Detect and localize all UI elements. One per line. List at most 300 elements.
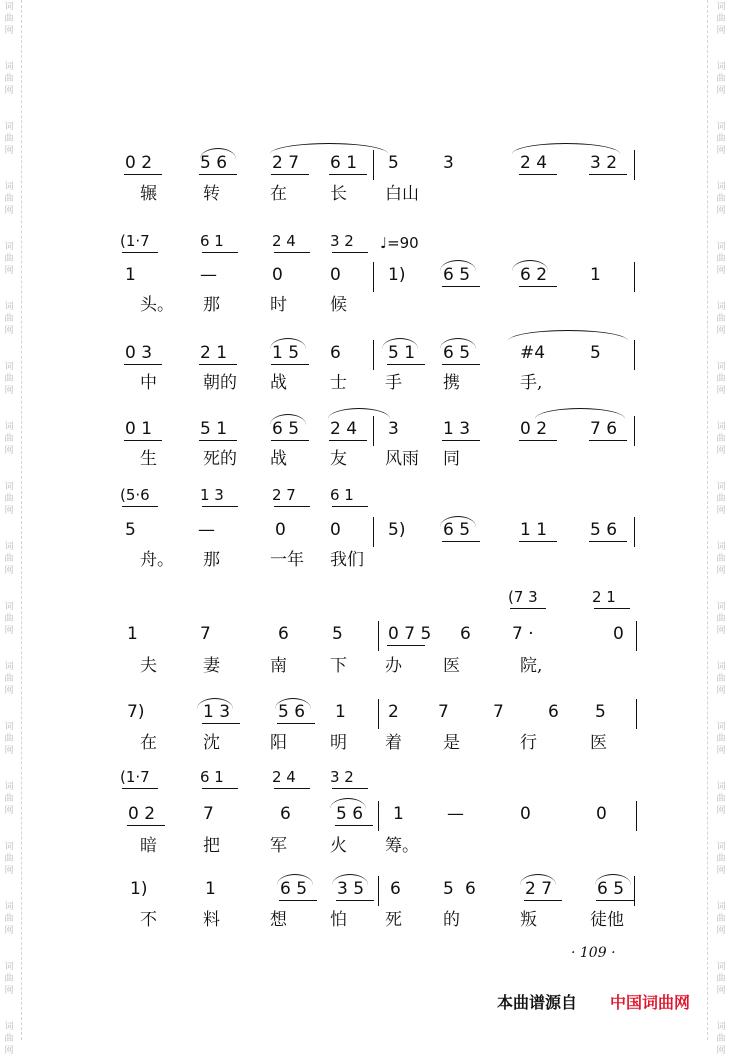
watermark-char: 曲 <box>716 974 726 984</box>
slur-15 <box>330 798 366 809</box>
note-6-1: 1 3 <box>203 702 231 722</box>
barline-1-1 <box>634 262 635 292</box>
beam-3-5 <box>442 440 480 441</box>
note-0-4: 5 <box>388 153 399 173</box>
watermark-char: 词 <box>4 662 14 672</box>
intro-beam-1-2 <box>274 252 310 253</box>
watermark-char: 网 <box>4 686 14 696</box>
tempo-mark: ♩=90 <box>380 234 419 252</box>
lyric-2-3: 士 <box>330 373 347 393</box>
watermark-char: 词 <box>716 542 726 552</box>
note-4-6: 1 1 <box>520 520 548 540</box>
note-0-6: 2 4 <box>520 153 548 173</box>
note-5-6: 7 · <box>512 624 534 644</box>
barline-4-1 <box>634 517 635 547</box>
note-0-3: 6 1 <box>330 153 358 173</box>
slur-10 <box>328 408 390 419</box>
lyric-4-3: 我们 <box>330 550 364 570</box>
beam-2-2 <box>271 364 309 365</box>
note-5-5: 6 <box>460 624 471 644</box>
lyric-8-4: 死 <box>385 910 402 930</box>
watermark-char: 网 <box>716 386 726 396</box>
watermark-char: 网 <box>716 26 726 36</box>
note-3-2: 6 5 <box>272 419 300 439</box>
watermark-char: 网 <box>4 986 14 996</box>
footer-site-name: 中国词曲网 <box>610 993 691 1012</box>
watermark-char: 网 <box>716 986 726 996</box>
barline-3-0 <box>373 416 374 446</box>
lyric-1-0: 头。 <box>140 295 174 315</box>
lyric-6-5: 是 <box>443 733 460 753</box>
note-8-8: 6 5 <box>597 879 625 899</box>
watermark-char: 曲 <box>716 374 726 384</box>
lyric-3-2: 战 <box>270 449 287 469</box>
slur-18 <box>520 874 556 885</box>
watermark-char: 曲 <box>4 74 14 84</box>
note-2-2: 1 5 <box>272 343 300 363</box>
note-4-2: 0 <box>275 520 286 540</box>
lyric-0-2: 在 <box>270 184 287 204</box>
barline-7-0 <box>378 801 379 831</box>
watermark-char: 网 <box>4 806 14 816</box>
watermark-char: 词 <box>4 842 14 852</box>
watermark-char: 曲 <box>4 614 14 624</box>
note-0-0: 0 2 <box>125 153 153 173</box>
slur-1 <box>270 143 388 154</box>
lyric-0-0: 辗 <box>140 184 157 204</box>
barline-0-0 <box>373 150 374 180</box>
barline-8-0 <box>378 876 379 906</box>
slur-17 <box>332 874 368 885</box>
barline-3-1 <box>634 416 635 446</box>
watermark-char: 网 <box>716 206 726 216</box>
note-3-7: 7 6 <box>590 419 618 439</box>
intro-beam-7-3 <box>332 788 368 789</box>
watermark-char: 词 <box>4 722 14 732</box>
slur-13 <box>197 698 233 709</box>
note-1-5: 6 5 <box>443 265 471 285</box>
intro-7-3: 3 2 <box>330 768 354 786</box>
note-7-2: 6 <box>280 804 291 824</box>
watermark-char: 网 <box>716 86 726 96</box>
slur-4 <box>512 260 548 271</box>
watermark-char: 曲 <box>4 914 14 924</box>
slur-12 <box>440 516 476 527</box>
watermark-char: 词 <box>716 662 726 672</box>
watermark-char: 网 <box>4 506 14 516</box>
lyric-3-4: 风雨 <box>385 449 419 469</box>
barline-2-0 <box>373 340 374 370</box>
watermark-char: 曲 <box>716 734 726 744</box>
intro-4-2: 2 7 <box>272 486 296 504</box>
watermark-char: 网 <box>4 266 14 276</box>
barline-5-0 <box>378 621 379 651</box>
slur-16 <box>277 874 313 885</box>
watermark-char: 曲 <box>4 554 14 564</box>
note-3-6: 0 2 <box>520 419 548 439</box>
watermark-char: 曲 <box>716 674 726 684</box>
note-0-5: 3 <box>443 153 454 173</box>
watermark-char: 词 <box>4 62 14 72</box>
note-6-3: 1 <box>335 702 346 722</box>
note-3-5: 1 3 <box>443 419 471 439</box>
watermark-char: 曲 <box>4 974 14 984</box>
note-0-1: 5 6 <box>200 153 228 173</box>
note-1-2: 0 <box>272 265 283 285</box>
watermark-char: 词 <box>4 362 14 372</box>
intro-beam-4-0 <box>122 506 158 507</box>
beam-2-1 <box>199 364 237 365</box>
note-2-3: 6 <box>330 343 341 363</box>
beam-4-7 <box>589 541 627 542</box>
lyric-1-3: 候 <box>330 295 347 315</box>
beam-4-6 <box>519 541 557 542</box>
note-4-1: — <box>198 520 215 540</box>
watermark-char: 词 <box>4 602 14 612</box>
watermark-char: 网 <box>4 146 14 156</box>
slur-9 <box>270 414 306 425</box>
watermark-char: 词 <box>4 542 14 552</box>
watermark-char: 网 <box>716 926 726 936</box>
lyric-2-0: 中 <box>140 373 157 393</box>
watermark-char: 曲 <box>716 14 726 24</box>
barline-8-1 <box>634 876 635 906</box>
intro-7-1: 6 1 <box>200 768 224 786</box>
intro-beam-7-2 <box>274 788 310 789</box>
watermark-char: 网 <box>4 566 14 576</box>
note-1-0: 1 <box>125 265 136 285</box>
note-1-3: 0 <box>330 265 341 285</box>
barline-7-1 <box>636 801 637 831</box>
intro-beam-4-2 <box>274 506 310 507</box>
footer-source-label: 本曲谱源自 <box>497 993 578 1012</box>
watermark-char: 网 <box>716 146 726 156</box>
lyric-5-1: 妻 <box>203 656 220 676</box>
intro-beam-1-1 <box>202 252 238 253</box>
lyric-7-2: 军 <box>270 836 287 856</box>
beam-2-0 <box>124 364 162 365</box>
lyric-4-0: 舟。 <box>140 550 174 570</box>
lyric-6-6: 行 <box>520 733 537 753</box>
note-2-5: 6 5 <box>443 343 471 363</box>
watermark-char: 曲 <box>4 374 14 384</box>
note-5-7: 0 <box>613 624 624 644</box>
lyric-5-2: 南 <box>270 656 287 676</box>
watermark-char: 词 <box>716 482 726 492</box>
watermark-char: 曲 <box>716 434 726 444</box>
intro-4-1: 1 3 <box>200 486 224 504</box>
lyric-3-5: 同 <box>443 449 460 469</box>
note-4-7: 5 6 <box>590 520 618 540</box>
barline-6-1 <box>636 699 637 729</box>
watermark-char: 曲 <box>716 614 726 624</box>
slur-6 <box>382 338 418 349</box>
note-4-5: 6 5 <box>443 520 471 540</box>
note-2-6: #4 <box>520 343 546 363</box>
watermark-char: 词 <box>716 842 726 852</box>
watermark-char: 词 <box>716 722 726 732</box>
beam-7-0 <box>127 825 165 826</box>
watermark-char: 曲 <box>4 854 14 864</box>
note-3-3: 2 4 <box>330 419 358 439</box>
note-5-4: 0 7 5 <box>388 624 432 644</box>
beam-3-6 <box>519 440 557 441</box>
note-5-0: 1 <box>127 624 138 644</box>
watermark-char: 网 <box>4 86 14 96</box>
watermark-char: 词 <box>716 362 726 372</box>
lyric-7-3: 火 <box>330 836 347 856</box>
beam-5-4 <box>387 645 425 646</box>
note-6-0: 7) <box>127 702 145 722</box>
beam-8-3 <box>336 900 374 901</box>
note-8-0: 1) <box>130 879 148 899</box>
lyric-7-0: 暗 <box>140 836 157 856</box>
watermark-char: 词 <box>4 1022 14 1032</box>
barline-4-0 <box>373 517 374 547</box>
slur-3 <box>440 260 476 271</box>
lyric-3-0: 生 <box>140 449 157 469</box>
watermark-char: 曲 <box>4 674 14 684</box>
slur-8 <box>508 330 628 341</box>
lyric-4-2: 一年 <box>270 550 304 570</box>
note-1-6: 6 2 <box>520 265 548 285</box>
watermark-char: 词 <box>716 182 726 192</box>
note-3-0: 0 1 <box>125 419 153 439</box>
beam-8-7 <box>524 900 562 901</box>
watermark-char: 词 <box>4 482 14 492</box>
note-3-4: 3 <box>388 419 399 439</box>
note-6-4: 2 <box>388 702 399 722</box>
beam-0-0 <box>124 174 162 175</box>
watermark-char: 词 <box>4 422 14 432</box>
lyric-3-1: 死的 <box>203 449 237 469</box>
lyric-0-4: 白山 <box>385 184 419 204</box>
watermark-char: 词 <box>4 242 14 252</box>
lyric-5-6: 院, <box>520 656 543 676</box>
intro-beam-4-1 <box>202 506 238 507</box>
watermark-char: 词 <box>716 782 726 792</box>
lyric-8-0: 不 <box>140 910 157 930</box>
lyric-2-6: 手, <box>520 373 543 393</box>
note-4-3: 0 <box>330 520 341 540</box>
beam-0-6 <box>519 174 557 175</box>
slur-5 <box>270 338 306 349</box>
lyric-8-7: 徒他 <box>590 910 624 930</box>
watermark-char: 词 <box>4 962 14 972</box>
intro-beam-5-1 <box>594 608 630 609</box>
watermark-char: 网 <box>4 326 14 336</box>
watermark-char: 词 <box>4 782 14 792</box>
barline-0-1 <box>634 150 635 180</box>
lyric-1-1: 那 <box>203 295 220 315</box>
lyric-2-4: 手 <box>385 373 402 393</box>
barline-6-0 <box>378 699 379 729</box>
intro-beam-4-3 <box>332 506 368 507</box>
watermark-char: 词 <box>716 422 726 432</box>
note-0-2: 2 7 <box>272 153 300 173</box>
note-4-0: 5 <box>125 520 136 540</box>
watermark-char: 网 <box>716 1046 726 1056</box>
lyric-7-1: 把 <box>203 836 220 856</box>
watermark-char: 网 <box>716 626 726 636</box>
intro-beam-1-3 <box>332 252 368 253</box>
watermark-char: 曲 <box>4 434 14 444</box>
note-1-4: 1) <box>388 265 406 285</box>
lyric-2-5: 携 <box>443 373 460 393</box>
watermark-char: 词 <box>4 902 14 912</box>
watermark-char: 词 <box>4 2 14 12</box>
note-2-0: 0 3 <box>125 343 153 363</box>
lyric-2-1: 朝的 <box>203 373 237 393</box>
note-0-7: 3 2 <box>590 153 618 173</box>
watermark-char: 词 <box>716 62 726 72</box>
watermark-char: 曲 <box>4 494 14 504</box>
intro-4-3: 6 1 <box>330 486 354 504</box>
intro-beam-5-0 <box>510 608 546 609</box>
lyric-2-2: 战 <box>270 373 287 393</box>
watermark-char: 曲 <box>4 254 14 264</box>
watermark-char: 词 <box>716 602 726 612</box>
lyric-6-1: 沈 <box>203 733 220 753</box>
lyric-4-1: 那 <box>203 550 220 570</box>
intro-beam-7-1 <box>202 788 238 789</box>
note-6-6: 7 <box>493 702 504 722</box>
watermark-char: 曲 <box>716 194 726 204</box>
watermark-char: 网 <box>4 26 14 36</box>
lyric-6-2: 阳 <box>270 733 287 753</box>
slur-0 <box>200 148 236 159</box>
lyric-6-0: 在 <box>140 733 157 753</box>
beam-4-5 <box>442 541 480 542</box>
watermark-char: 曲 <box>4 314 14 324</box>
intro-5-0: (7 3 <box>508 588 538 606</box>
lyric-8-2: 想 <box>270 910 287 930</box>
beam-1-6 <box>519 286 557 287</box>
note-7-1: 7 <box>203 804 214 824</box>
slur-19 <box>595 874 631 885</box>
watermark-char: 词 <box>716 122 726 132</box>
intro-beam-7-0 <box>122 788 158 789</box>
watermark-char: 网 <box>716 566 726 576</box>
lyric-5-3: 下 <box>330 656 347 676</box>
slur-2 <box>512 143 620 154</box>
slur-11 <box>535 408 625 419</box>
watermark-char: 词 <box>716 302 726 312</box>
intro-1-2: 2 4 <box>272 232 296 250</box>
watermark-char: 网 <box>716 746 726 756</box>
intro-beam-1-0 <box>122 252 158 253</box>
watermark-char: 网 <box>4 866 14 876</box>
lyric-6-7: 医 <box>590 733 607 753</box>
slur-14 <box>275 698 311 709</box>
watermark-char: 网 <box>4 626 14 636</box>
note-6-5: 7 <box>438 702 449 722</box>
beam-6-2 <box>277 723 315 724</box>
beam-1-5 <box>442 286 480 287</box>
beam-0-1 <box>199 174 237 175</box>
note-5-3: 5 <box>332 624 343 644</box>
note-5-2: 6 <box>278 624 289 644</box>
intro-4-0: (5·6 <box>120 486 150 504</box>
barline-1-0 <box>373 262 374 292</box>
note-6-7: 6 <box>548 702 559 722</box>
lyric-0-3: 长 <box>330 184 347 204</box>
watermark-char: 网 <box>4 926 14 936</box>
watermark-char: 曲 <box>716 1034 726 1044</box>
note-7-0: 0 2 <box>128 804 156 824</box>
watermark-char: 网 <box>4 386 14 396</box>
note-5-1: 7 <box>200 624 211 644</box>
watermark-char: 网 <box>4 746 14 756</box>
lyric-5-4: 办 <box>385 656 402 676</box>
watermark-char: 网 <box>716 806 726 816</box>
note-8-7: 2 7 <box>525 879 553 899</box>
lyric-3-3: 友 <box>330 449 347 469</box>
intro-5-1: 2 1 <box>592 588 616 606</box>
beam-3-3 <box>329 440 367 441</box>
watermark-char: 网 <box>716 326 726 336</box>
beam-2-5 <box>442 364 480 365</box>
note-1-1: — <box>200 265 217 285</box>
intro-7-2: 2 4 <box>272 768 296 786</box>
watermark-char: 曲 <box>716 554 726 564</box>
note-6-8: 5 <box>595 702 606 722</box>
watermark-char: 曲 <box>716 74 726 84</box>
watermark-char: 曲 <box>4 14 14 24</box>
beam-3-1 <box>199 440 237 441</box>
watermark-char: 曲 <box>4 194 14 204</box>
beam-0-7 <box>589 174 627 175</box>
watermark-char: 网 <box>4 206 14 216</box>
lyric-0-1: 转 <box>203 184 220 204</box>
watermark-char: 词 <box>4 182 14 192</box>
lyric-5-5: 医 <box>443 656 460 676</box>
note-7-4: 1 <box>393 804 404 824</box>
note-7-6: 0 <box>520 804 531 824</box>
beam-0-3 <box>329 174 367 175</box>
watermark-char: 词 <box>716 962 726 972</box>
watermark-char: 词 <box>716 1022 726 1032</box>
watermark-char: 网 <box>4 446 14 456</box>
watermark-char: 网 <box>716 266 726 276</box>
lyric-1-2: 时 <box>270 295 287 315</box>
beam-7-3 <box>335 825 373 826</box>
barline-5-1 <box>636 621 637 651</box>
note-8-1: 1 <box>205 879 216 899</box>
lyric-8-1: 料 <box>203 910 220 930</box>
lyric-8-6: 叛 <box>520 910 537 930</box>
watermark-char: 曲 <box>4 1034 14 1044</box>
note-8-4: 6 <box>390 879 401 899</box>
beam-8-8 <box>596 900 634 901</box>
page-number: · 109 · <box>571 945 616 961</box>
lyric-8-3: 怕 <box>330 910 347 930</box>
beam-8-2 <box>279 900 317 901</box>
watermark-char: 曲 <box>716 494 726 504</box>
note-2-7: 5 <box>590 343 601 363</box>
watermark-char: 曲 <box>716 134 726 144</box>
beam-0-2 <box>271 174 309 175</box>
slur-7 <box>440 338 476 349</box>
watermark-char: 词 <box>716 902 726 912</box>
note-6-2: 5 6 <box>278 702 306 722</box>
watermark-char: 曲 <box>716 794 726 804</box>
note-8-5: 5 <box>443 879 454 899</box>
watermark-char: 曲 <box>716 254 726 264</box>
watermark-char: 曲 <box>4 794 14 804</box>
watermark-char: 曲 <box>716 854 726 864</box>
note-3-1: 5 1 <box>200 419 228 439</box>
